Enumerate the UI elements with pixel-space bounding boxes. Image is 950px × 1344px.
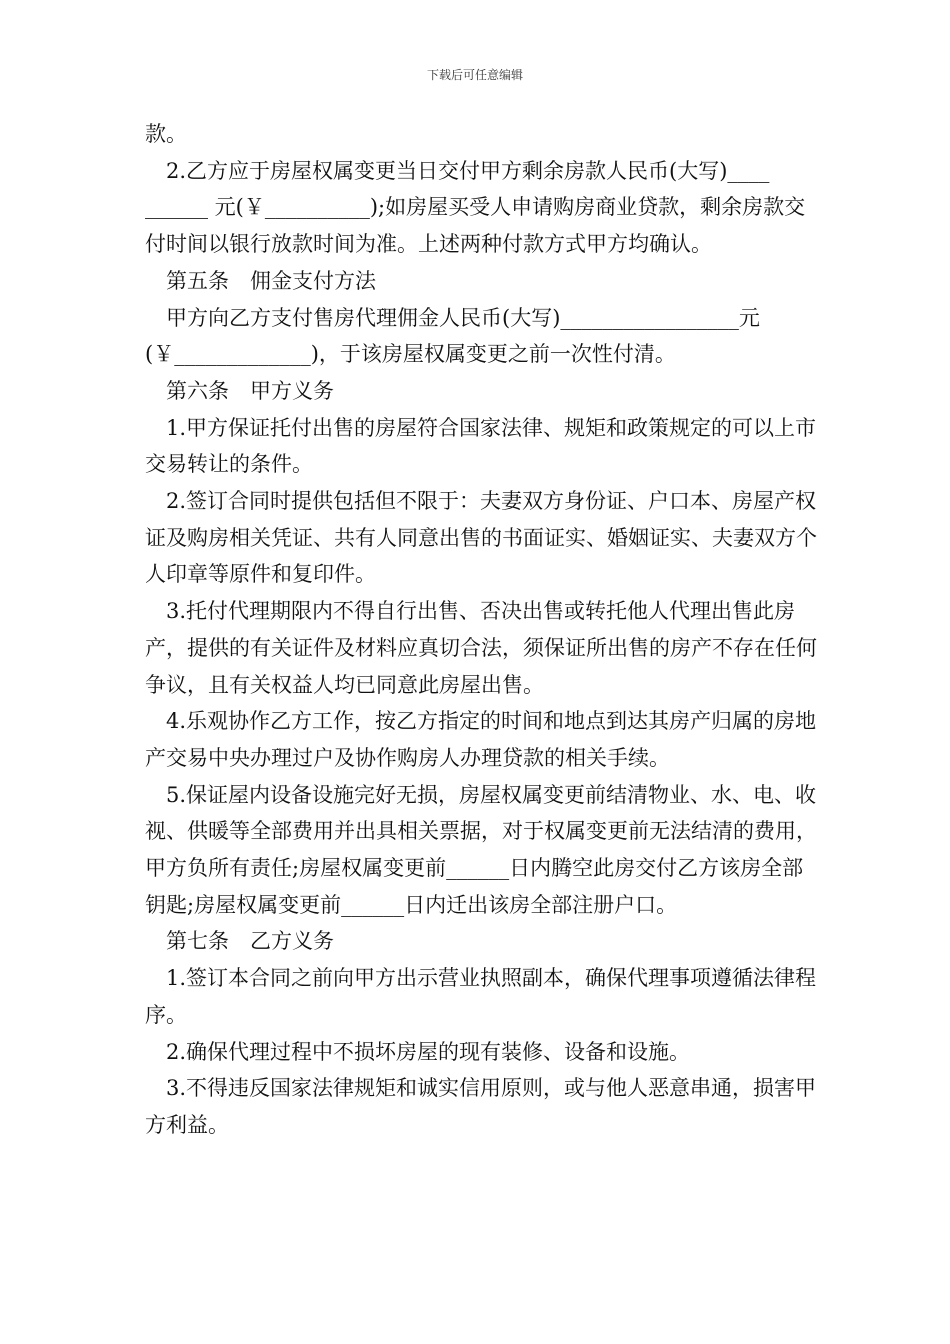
document-body	[145, 116, 820, 1144]
heading-article6: 第六条 甲方义务	[166, 378, 334, 403]
heading-article5: 第五条 佣金支付方法	[166, 268, 376, 293]
paragraph-article6-item3: 3.托付代理期限内不得自行出售、否决出售或转托他人代理出售此房产，提供的有关证件及材料应真切合法，须保证所出售的房产不存在任何争议，且有关权益人均已同意此房屋出售。	[145, 599, 817, 697]
paragraph-article5-body: 甲方向乙方支付售房代理佣金人民币(大写)_________________元(￥_____________)，于该房屋权属变更之前一次性付清。	[145, 305, 760, 367]
paragraph-article7-item2: 2.确保代理过程中不损坏房屋的现有装修、设备和设施。	[166, 1039, 691, 1064]
paragraph-article6-item4: 4.乐观协作乙方工作，按乙方指定的时间和地点到达其房产归属的房地产交易中央办理过户及协作购房人办理贷款的相关手续。	[145, 709, 817, 770]
paragraph-continuation: 款。	[145, 122, 187, 146]
paragraph-article6-item2: 2.签订合同时提供包括但不限于：夫妻双方身份证、户口本、房屋产权证及购房相关凭证、共有人同意出售的书面证实、婚姻证实、夫妻双方个人印章等原件和复印件。	[145, 489, 817, 587]
paragraph-article6-item1: 1.甲方保证托付出售的房屋符合国家法律、规矩和政策规定的可以上市交易转让的条件。	[145, 415, 817, 477]
paragraph-article7-item1: 1.签订本合同之前向甲方出示营业执照副本，确保代理事项遵循法律程序。	[145, 966, 817, 1027]
paragraph-article7-item3: 3.不得违反国家法律规矩和诚实信用原则，或与他人恶意串通，损害甲方利益。	[145, 1076, 817, 1137]
page-header: 下载后可任意编辑	[426, 68, 523, 82]
paragraph-article4-item2: 2.乙方应于房屋权属变更当日交付甲方剩余房款人民币(大写)____ ______ 元(￥__________);如房屋买受人申请购房商业贷款，剩余房款交付时间以银行放款时间为准。上述两种付款方式甲方均确认。	[145, 158, 806, 257]
paragraph-article6-item5: 5.保证屋内设备设施完好无损，房屋权属变更前结清物业、水、电、收视、供暖等全部费用并出具相关票据，对于权属变更前无法结清的费用，甲方负所有责任;房屋权属变更前______日内腾空此房交付乙方该房全部钥匙;房屋权属变更前______日内迁出该房全部注册户口。	[145, 782, 817, 917]
heading-article7: 第七条 乙方义务	[166, 929, 334, 954]
